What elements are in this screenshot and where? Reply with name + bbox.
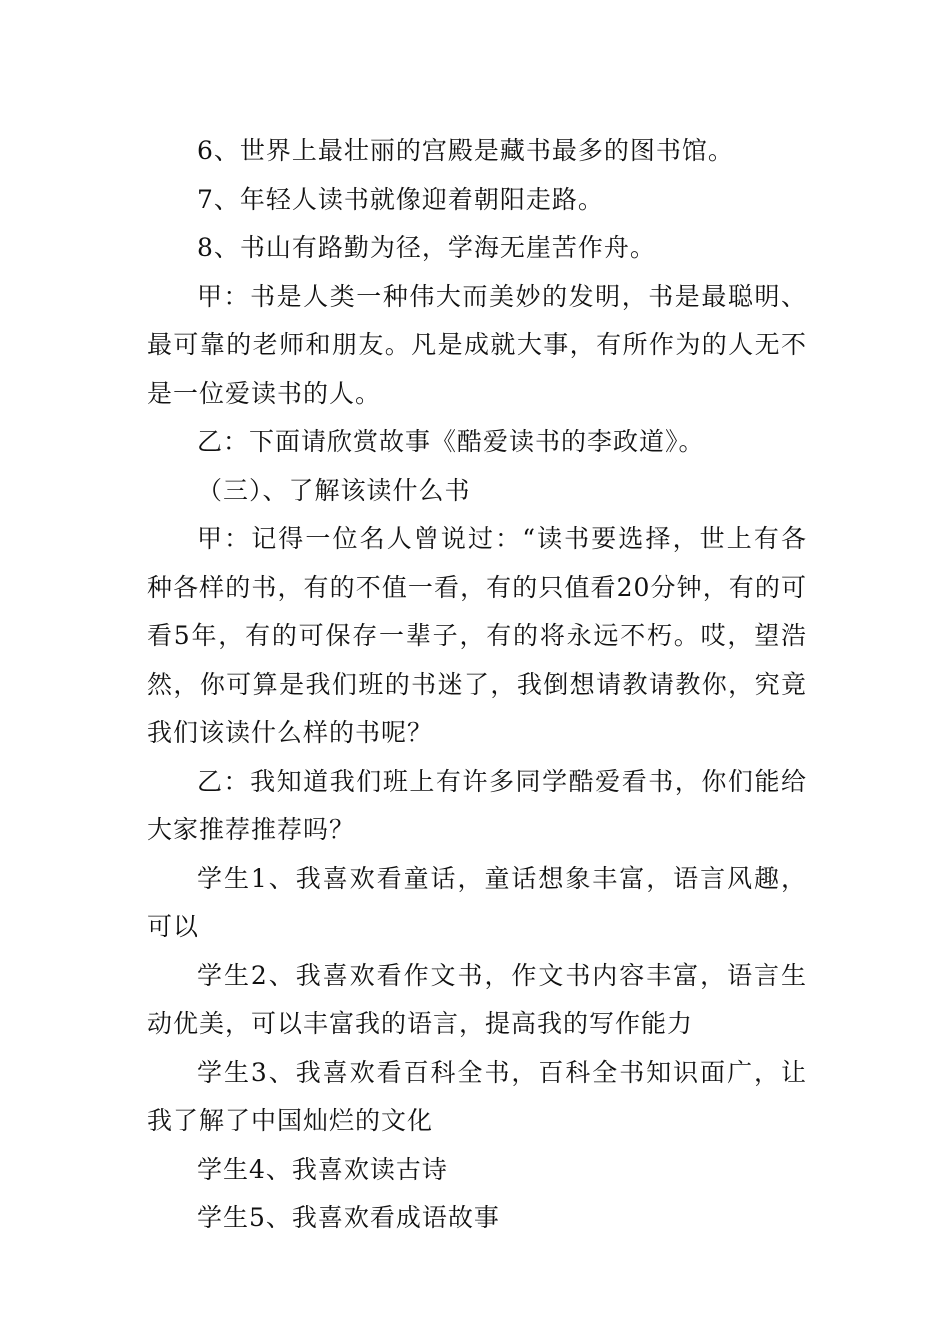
document-body (147, 127, 807, 1243)
dialogue-jia-2: 甲：记得一位名人曾说过：“读书要选择，世上有各种各样的书，有的不值一看，有的只值看20分钟，有的可看5年，有的可保存一辈子，有的将永远不朽。哎，望浩然，你可算是我们班的书迷了，我倒想请教请教你，究竟我们该读什么样的书呢？ (147, 524, 807, 747)
section-heading-3: （三）、了解该读什么书 (197, 475, 471, 505)
student-5-line: 学生5、我喜欢看成语故事 (197, 1203, 500, 1232)
student-4-line: 学生4、我喜欢读古诗 (197, 1154, 448, 1184)
quote-item-6: 6、世界上最壮丽的宫殿是藏书最多的图书馆。 (197, 136, 734, 165)
quote-item-8: 8、书山有路勤为径，学海无崖苦作舟。 (197, 233, 656, 262)
student-3-line: 学生3、我喜欢看百科全书，百科全书知识面广，让我了解了中国灿烂的文化 (147, 1057, 807, 1135)
dialogue-jia-1: 甲：书是人类一种伟大而美妙的发明，书是最聪明、最可靠的老师和朋友。凡是成就大事，有所作为的人无不是一位爱读书的人。 (147, 281, 807, 408)
student-2-line: 学生2、我喜欢看作文书，作文书内容丰富，语言生动优美，可以丰富我的语言，提高我的写作能力 (147, 960, 807, 1038)
dialogue-yi-2: 乙：我知道我们班上有许多同学酷爱看书，你们能给大家推荐推荐吗？ (147, 766, 807, 844)
dialogue-yi-1: 乙：下面请欣赏故事《酷爱读书的李政道》。 (197, 427, 705, 456)
student-1-line: 学生1、我喜欢看童话，童话想象丰富，语言风趣，可以 (147, 863, 807, 941)
quote-item-7: 7、年轻人读书就像迎着朝阳走路。 (197, 184, 604, 214)
